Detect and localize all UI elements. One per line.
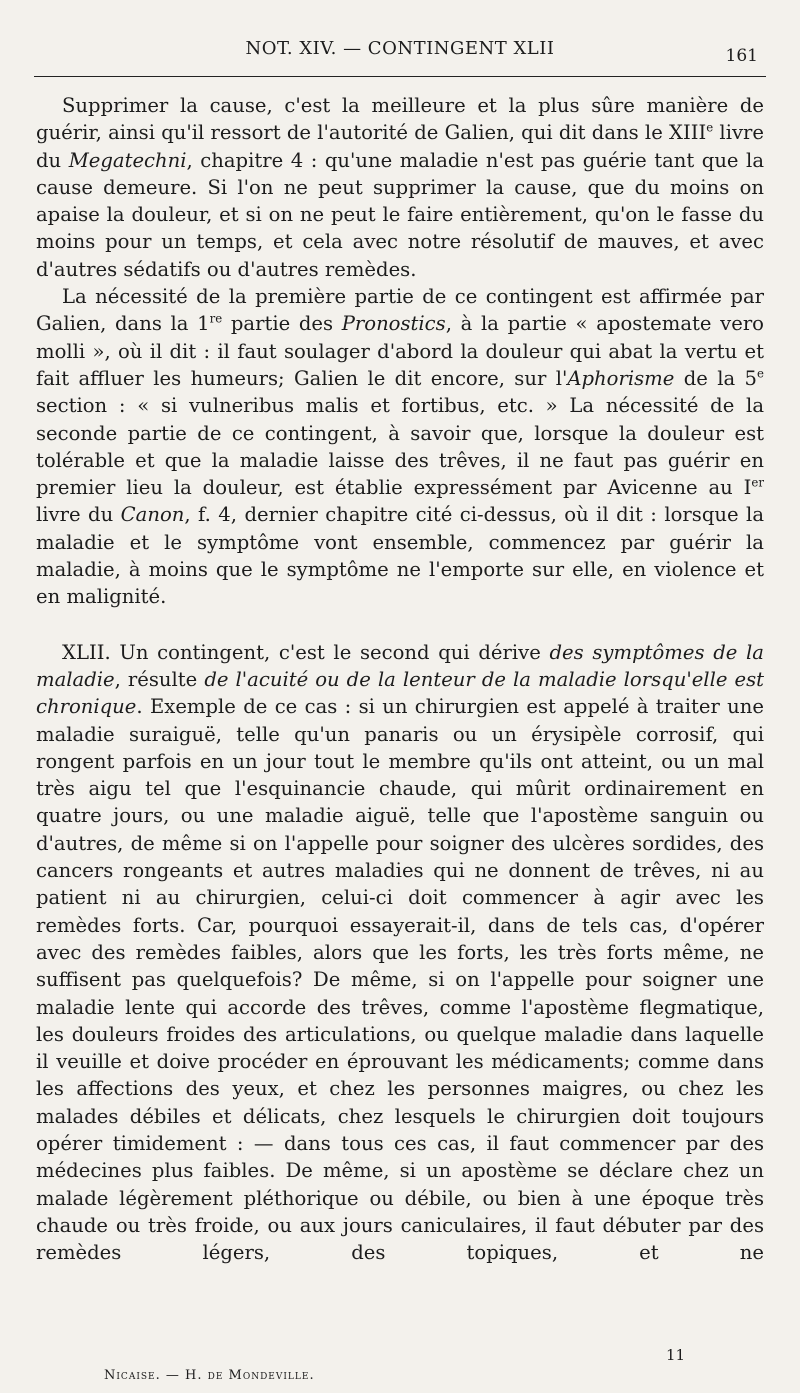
footer-credit: Nicaise. — H. de Mondeville. [104, 1368, 315, 1383]
text-run: La nécessité de la première partie de ce contingent est affirmée par Galien, dans la 1 [36, 285, 764, 336]
text-run: , f. 4, dernier chapitre cité ci-dessus, où il dit : lorsque la maladie et le symptôme vont ensemble, commencez par guérir la maladie, à moins que le symptôme ne l'emporte sur elle, en violence et en malignité. [36, 503, 764, 609]
superscript: re [209, 311, 223, 326]
text-run: livre du [36, 503, 121, 527]
paragraph [36, 283, 764, 611]
text-run: livre du [36, 121, 764, 172]
page-header [34, 32, 766, 72]
body-text [36, 92, 764, 1266]
text-run: , chapitre 4 : qu'une maladie n'est pas guérie tant que la cause demeure. Si l'on ne peut supprimer la cause, que du moins on apaise la douleur, et si on ne peut le faire entièrement, qu'on le fasse du moins pour un temps, et cela avec notre résolutif de mauves, et avec d'autres sédatifs ou d'autres remèdes. [36, 148, 764, 281]
text-run: Supprimer la cause, c'est la meilleure et la plus sûre manière de guérir, ainsi qu'il ressort de l'autorité de Galien, qui dit dans le XIII [36, 94, 764, 145]
superscript: er [751, 475, 764, 490]
paragraph [36, 639, 764, 1267]
superscript: e [757, 366, 764, 381]
text-run: partie des [222, 312, 342, 336]
paragraph [36, 92, 764, 283]
text-run: XLII. Un contingent, c'est le second qui dérive [62, 640, 550, 664]
running-title: NOT. XIV. — CONTINGENT XLII [245, 38, 555, 59]
italic-text: Pronostics [341, 312, 446, 336]
page-footer [36, 1346, 764, 1386]
italic-text: de l'acuité ou de la lenteur de la maladie lorsqu'elle est chronique [36, 667, 764, 719]
italic-text: Megatechni [68, 148, 187, 172]
text-run: de la 5 [674, 366, 758, 390]
header-rule [34, 76, 766, 77]
italic-text: des symptômes de la maladie [36, 640, 764, 691]
text-run: . Exemple de ce cas : si un chirurgien est appelé à traiter une maladie suraiguë, telle qu'un panaris ou un érysipèle corrosif, qui rongent parfois en un jour tout le membre qu'ils ont atteint, ou un mal très aigu tel que l'esquinancie chaude, qui mûrit ordinairement en quatre jours, ou une maladie aiguë, telle que l'apostème sanguin ou d'autres, de même si on l'appelle pour soigner des ulcères sordides, des cancers rongeants et autres maladies qui ne donnent de trêves, ni au patient ni au chirurgien, celui-ci doit commencer à agir avec les remèdes forts. Car, pourquoi essayerait-il, dans de tels cas, d'opérer avec des remèdes faibles, alors que les forts, les très forts même, ne suffisent pas quelquefois? De même, si on l'appelle pour soigner une maladie lente qui accorde des trêves, comme l'apostème flegmatique, les douleurs froides des articulations, ou quelque maladie dans laquelle il veuille et doive procéder en éprouvant les médicaments; comme dans les affections des yeux, et chez les personnes maigres, ou chez les malades débiles et délicats, chez lesquels le chirurgien doit toujours opérer timidement : — dans tous ces cas, il faut commencer par des médecines plus faibles. De même, si un apostème se déclare chez un malade légèrement pléthorique ou débile, ou bien à une époque très chaude ou très froide, ou aux jours caniculaires, il faut débuter par des remèdes légers, des topiques, et ne [36, 695, 764, 1265]
italic-text: Aphorisme [567, 366, 675, 390]
signature-mark: 11 [666, 1346, 686, 1364]
text-run: , résulte [114, 667, 205, 691]
italic-text: Canon [120, 503, 185, 527]
section-gap [36, 611, 764, 639]
text-run: , à la partie « apostemate vero molli », où il dit : il faut soulager d'abord la douleur qui abat la vertu et fait affluer les humeurs; Galien le dit encore, sur l' [36, 312, 764, 390]
superscript: e [706, 120, 714, 135]
text-run: section : « si vulneribus malis et fortibus, etc. » La nécessité de la seconde partie de ce contingent, à savoir que, lorsque la douleur est tolérable et que la maladie laisse des trêves, il ne faut pas guérir en premier lieu la douleur, est établie expressément par Avicenne au I [36, 394, 764, 500]
page-number: 161 [725, 46, 758, 66]
